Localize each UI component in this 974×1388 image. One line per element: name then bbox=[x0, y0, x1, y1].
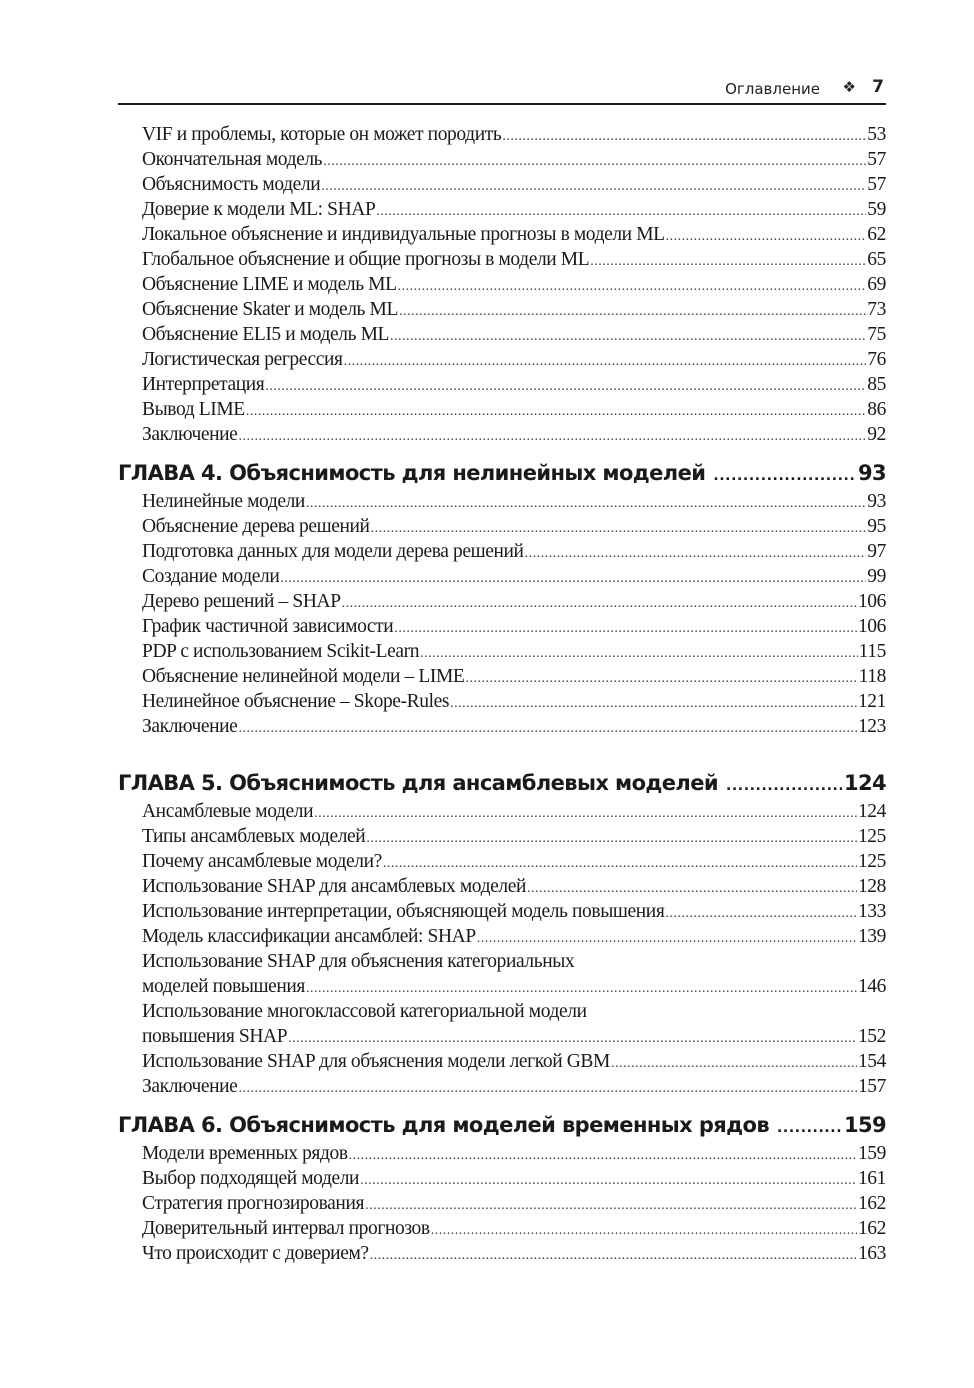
toc-chapter-4 bbox=[118, 457, 886, 739]
toc-entry-title: Логистическая регрессия bbox=[142, 349, 343, 370]
dot-leader bbox=[306, 491, 866, 516]
dot-leader bbox=[265, 374, 866, 399]
dot-leader bbox=[665, 901, 857, 926]
dot-leader bbox=[314, 801, 857, 826]
toc-entry-page: 106 bbox=[857, 616, 886, 637]
toc-entry[interactable] bbox=[118, 514, 886, 539]
toc-entry[interactable] bbox=[118, 539, 886, 564]
toc-entry-title: Объяснение дерева решений bbox=[142, 516, 370, 537]
toc-entry-title: Глобальное объяснение и общие прогнозы в модели ML bbox=[142, 249, 590, 270]
toc-entry-page: 85 bbox=[867, 374, 886, 395]
toc-entry[interactable] bbox=[118, 297, 886, 322]
toc-entry-page: 128 bbox=[857, 876, 886, 897]
toc-entry-title: Модели временных рядов bbox=[142, 1143, 348, 1164]
toc-entry-page: 62 bbox=[867, 224, 886, 245]
toc-entry[interactable] bbox=[118, 1191, 886, 1216]
toc-entry-title: Локальное объяснение и индивидуальные прогнозы в модели ML bbox=[142, 224, 665, 245]
toc-entry[interactable] bbox=[118, 689, 886, 714]
dot-leader bbox=[726, 770, 842, 802]
dot-leader bbox=[420, 641, 858, 666]
toc-entry-page: 121 bbox=[857, 691, 886, 712]
toc-entry[interactable] bbox=[118, 849, 886, 874]
dot-leader bbox=[502, 124, 866, 149]
toc-entry[interactable] bbox=[118, 322, 886, 347]
toc-entry-page: 65 bbox=[867, 249, 886, 270]
toc-entry-page: 161 bbox=[857, 1168, 886, 1189]
toc-entry-page: 139 bbox=[857, 926, 886, 947]
toc-entry-page: 99 bbox=[867, 566, 886, 587]
toc-entry-page: 162 bbox=[857, 1193, 886, 1214]
toc-entry[interactable] bbox=[118, 899, 886, 924]
toc-entry-title-line1: Использование многоклассовой категориальной модели bbox=[142, 1001, 587, 1022]
running-title: Оглавление bbox=[725, 80, 820, 98]
toc-entry-page: 75 bbox=[867, 324, 886, 345]
toc-entry-title: Заключение bbox=[142, 716, 238, 737]
toc-section-continued bbox=[118, 122, 886, 447]
toc-entry[interactable] bbox=[118, 1141, 886, 1166]
toc-entry[interactable] bbox=[118, 589, 886, 614]
dot-leader bbox=[321, 174, 866, 199]
chapter-heading[interactable] bbox=[118, 1109, 886, 1141]
toc-entry-page: 123 bbox=[857, 716, 886, 737]
dot-leader bbox=[525, 541, 867, 566]
toc-entry-page: 152 bbox=[857, 1026, 886, 1047]
toc-entry-title: Объяснение Skater и модель ML bbox=[142, 299, 398, 320]
toc-entry[interactable] bbox=[118, 664, 886, 689]
ornament-icon: ❖ bbox=[842, 78, 856, 96]
dot-leader bbox=[398, 274, 867, 299]
toc-entry-title: Доверие к модели ML: SHAP bbox=[142, 199, 376, 220]
toc-entry[interactable] bbox=[118, 347, 886, 372]
chapter-page: 159 bbox=[843, 1113, 886, 1137]
dot-leader bbox=[288, 1026, 857, 1051]
toc-entry-title: Объяснение нелинейной модели – LIME bbox=[142, 666, 465, 687]
toc-entry-page: 159 bbox=[857, 1143, 886, 1164]
chapter-heading[interactable] bbox=[118, 767, 886, 799]
toc-entry-title: Объяснимость модели bbox=[142, 174, 321, 195]
page-number: 7 bbox=[872, 77, 884, 97]
toc-entry-title: Создание модели bbox=[142, 566, 280, 587]
dot-leader bbox=[238, 1076, 856, 1101]
toc-entry-title: Модель классификации ансамблей: SHAP bbox=[142, 926, 476, 947]
toc-entry-page: 93 bbox=[867, 491, 886, 512]
toc-entry-page: 57 bbox=[867, 174, 886, 195]
toc-entry-page: 95 bbox=[867, 516, 886, 537]
dot-leader bbox=[349, 1143, 857, 1168]
toc-entry-page: 133 bbox=[857, 901, 886, 922]
dot-leader bbox=[590, 249, 866, 274]
dot-leader bbox=[323, 149, 866, 174]
dot-leader bbox=[344, 349, 867, 374]
dot-leader bbox=[477, 926, 857, 951]
toc-entry-title: Почему ансамблевые модели? bbox=[142, 851, 382, 872]
toc-entry-title: PDP с использованием Scikit-Learn bbox=[142, 641, 420, 662]
toc-entry-title: Нелинейное объяснение – Skope-Rules bbox=[142, 691, 450, 712]
toc-entry[interactable] bbox=[118, 1166, 886, 1191]
toc-entry-title-line1: Использование SHAP для объяснения категориальных bbox=[142, 951, 575, 972]
dot-leader bbox=[666, 224, 867, 249]
toc-entry-page: 97 bbox=[867, 541, 886, 562]
toc-entry-title: Использование интерпретации, объясняющей модель повышения bbox=[142, 901, 665, 922]
dot-leader bbox=[342, 591, 857, 616]
dot-leader bbox=[360, 1168, 857, 1193]
toc-entry[interactable] bbox=[118, 1049, 886, 1074]
toc-entry-line1[interactable] bbox=[118, 999, 886, 1024]
toc-entry-page: 162 bbox=[857, 1218, 886, 1239]
dot-leader bbox=[238, 424, 866, 449]
running-header bbox=[118, 76, 886, 105]
toc-entry-page: 106 bbox=[857, 591, 886, 612]
toc-entry[interactable] bbox=[118, 172, 886, 197]
toc-entry[interactable] bbox=[118, 122, 886, 147]
toc-entry-page: 125 bbox=[857, 851, 886, 872]
toc-entry-title: Типы ансамблевых моделей bbox=[142, 826, 366, 847]
toc-entry[interactable] bbox=[118, 824, 886, 849]
toc-entry-page: 163 bbox=[857, 1243, 886, 1264]
dot-leader bbox=[390, 324, 866, 349]
dot-leader bbox=[777, 1112, 842, 1144]
chapter-title: ГЛАВА 6. Объяснимость для моделей временных рядов bbox=[118, 1113, 770, 1137]
toc-entry-page: 57 bbox=[867, 149, 886, 170]
toc-entry-title: Ансамблевые модели bbox=[142, 801, 314, 822]
dot-leader bbox=[366, 826, 857, 851]
toc-entry[interactable] bbox=[118, 799, 886, 824]
toc-entry[interactable] bbox=[118, 874, 886, 899]
toc-entry-page: 53 bbox=[867, 124, 886, 145]
toc-entry-title: Вывод LIME bbox=[142, 399, 245, 420]
dot-leader bbox=[370, 1243, 857, 1268]
toc-chapter-5 bbox=[118, 767, 886, 1099]
toc-entry-title: Нелинейные модели bbox=[142, 491, 305, 512]
toc-entry-title: Использование SHAP для ансамблевых моделей bbox=[142, 876, 526, 897]
toc-entry[interactable] bbox=[118, 924, 886, 949]
dot-leader bbox=[246, 399, 866, 424]
toc-entry-page: 92 bbox=[867, 424, 886, 445]
toc-entry-title: повышения SHAP bbox=[142, 1026, 288, 1047]
toc-entry-page: 124 bbox=[857, 801, 886, 822]
toc-entry[interactable] bbox=[118, 1074, 886, 1099]
toc-chapter-6 bbox=[118, 1109, 886, 1266]
dot-leader bbox=[611, 1051, 857, 1076]
toc-entry[interactable] bbox=[118, 372, 886, 397]
toc-entry-page: 115 bbox=[858, 641, 886, 662]
toc-entry[interactable] bbox=[118, 222, 886, 247]
toc-entry[interactable] bbox=[118, 564, 886, 589]
toc-entry-title: Доверительный интервал прогнозов bbox=[142, 1218, 430, 1239]
toc-entry[interactable] bbox=[118, 1241, 886, 1266]
toc-entry-title: Интерпретация bbox=[142, 374, 265, 395]
toc-entry-page: 146 bbox=[857, 976, 886, 997]
dot-leader bbox=[365, 1193, 857, 1218]
toc-entry[interactable] bbox=[118, 639, 886, 664]
toc-entry[interactable] bbox=[118, 714, 886, 739]
toc-entry-page: 118 bbox=[858, 666, 886, 687]
dot-leader bbox=[371, 516, 867, 541]
toc-entry[interactable] bbox=[118, 197, 886, 222]
dot-leader bbox=[450, 691, 857, 716]
toc-entry[interactable] bbox=[118, 974, 886, 999]
toc-entry-title: Стратегия прогнозирования bbox=[142, 1193, 365, 1214]
toc-entry-page: 69 bbox=[867, 274, 886, 295]
chapter-title: ГЛАВА 4. Объяснимость для нелинейных моделей bbox=[118, 461, 706, 485]
toc-entry[interactable] bbox=[118, 1024, 886, 1049]
dot-leader bbox=[394, 616, 857, 641]
toc-entry[interactable] bbox=[118, 614, 886, 639]
toc-entry-line1[interactable] bbox=[118, 949, 886, 974]
toc-entry[interactable] bbox=[118, 422, 886, 447]
dot-leader bbox=[376, 199, 866, 224]
dot-leader bbox=[238, 716, 856, 741]
toc-entry[interactable] bbox=[118, 147, 886, 172]
toc-entry[interactable] bbox=[118, 247, 886, 272]
dot-leader bbox=[527, 876, 857, 901]
toc-entry-title: моделей повышения bbox=[142, 976, 306, 997]
toc-entry-title: Выбор подходящей модели bbox=[142, 1168, 360, 1189]
toc-entry[interactable] bbox=[118, 1216, 886, 1241]
toc-entry-title: Объяснение LIME и модель ML bbox=[142, 274, 397, 295]
dot-leader bbox=[713, 460, 856, 492]
dot-leader bbox=[306, 976, 857, 1001]
table-of-contents bbox=[118, 122, 886, 1266]
toc-entry-page: 157 bbox=[857, 1076, 886, 1097]
toc-entry-title: Заключение bbox=[142, 424, 238, 445]
toc-entry-title: Использование SHAP для объяснения модели легкой GBM bbox=[142, 1051, 610, 1072]
chapter-page: 93 bbox=[857, 461, 886, 485]
toc-entry-title: Подготовка данных для модели дерева решений bbox=[142, 541, 524, 562]
toc-entry-page: 59 bbox=[867, 199, 886, 220]
toc-entry-page: 86 bbox=[867, 399, 886, 420]
chapter-title: ГЛАВА 5. Объяснимость для ансамблевых моделей bbox=[118, 771, 718, 795]
dot-leader bbox=[383, 851, 857, 876]
toc-entry-title: VIF и проблемы, которые он может породить bbox=[142, 124, 502, 145]
toc-entry-page: 154 bbox=[857, 1051, 886, 1072]
chapter-page: 124 bbox=[843, 771, 886, 795]
toc-entry-title: Объяснение ELI5 и модель ML bbox=[142, 324, 390, 345]
toc-entry[interactable] bbox=[118, 397, 886, 422]
dot-leader bbox=[465, 666, 857, 691]
toc-entry-title: Дерево решений – SHAP bbox=[142, 591, 341, 612]
toc-entry[interactable] bbox=[118, 489, 886, 514]
dot-leader bbox=[431, 1218, 857, 1243]
dot-leader bbox=[399, 299, 866, 324]
toc-entry-page: 125 bbox=[857, 826, 886, 847]
toc-entry-title: Окончательная модель bbox=[142, 149, 323, 170]
toc-entry-title: Что происходит с доверием? bbox=[142, 1243, 369, 1264]
dot-leader bbox=[280, 566, 866, 591]
toc-entry-title: График частичной зависимости bbox=[142, 616, 394, 637]
toc-entry-page: 76 bbox=[867, 349, 886, 370]
chapter-heading[interactable] bbox=[118, 457, 886, 489]
toc-entry-page: 73 bbox=[867, 299, 886, 320]
toc-entry-title: Заключение bbox=[142, 1076, 238, 1097]
toc-entry[interactable] bbox=[118, 272, 886, 297]
